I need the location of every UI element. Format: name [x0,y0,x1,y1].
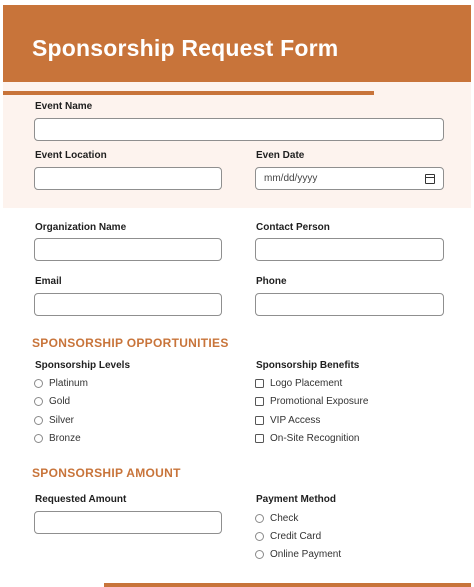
email-label: Email [35,276,62,287]
radio-button[interactable] [255,514,264,523]
organization-name-input[interactable] [34,238,222,261]
option-label: Online Payment [270,549,342,560]
option-label: On-Site Recognition [270,433,360,444]
form-title: Sponsorship Request Form [32,35,339,61]
accent-divider [3,91,374,95]
benefit-option-logo-placement[interactable] [255,378,342,389]
opportunities-section-title: SPONSORSHIP OPPORTUNITIES [32,336,229,350]
event-name-input[interactable] [34,118,444,141]
event-date-placeholder: mm/dd/yyyy [264,173,318,184]
form-header [3,5,471,82]
radio-button[interactable] [255,532,264,541]
option-label: Platinum [49,378,88,389]
phone-input[interactable] [255,293,444,316]
sponsorship-levels-label: Sponsorship Levels [35,360,131,371]
option-label: Check [270,513,299,524]
option-label: Gold [49,396,71,407]
radio-button[interactable] [34,379,43,388]
checkbox[interactable] [255,397,264,406]
event-location-input[interactable] [34,167,222,190]
event-name-label: Event Name [35,101,93,112]
contact-person-label: Contact Person [256,222,330,233]
level-option-silver[interactable] [34,415,74,426]
radio-button[interactable] [34,434,43,443]
option-label: Bronze [49,433,81,444]
radio-button[interactable] [34,416,43,425]
benefit-option-vip-access[interactable] [255,415,320,426]
payment-method-label: Payment Method [256,494,337,505]
organization-name-label: Organization Name [35,222,127,233]
option-label: Promotional Exposure [270,396,369,407]
requested-amount-label: Requested Amount [35,494,127,505]
benefit-option-on-site-recognition[interactable] [255,433,360,444]
radio-button[interactable] [255,550,264,559]
option-label: Credit Card [270,531,322,542]
option-label: VIP Access [270,415,321,426]
level-option-bronze[interactable] [34,433,81,444]
checkbox[interactable] [255,379,264,388]
event-date-input[interactable] [255,167,444,190]
email-input[interactable] [34,293,222,316]
checkbox[interactable] [255,434,264,443]
checkbox[interactable] [255,416,264,425]
bottom-accent-bar [104,583,471,587]
amount-section-title: SPONSORSHIP AMOUNT [32,466,181,480]
sponsorship-benefits-label: Sponsorship Benefits [256,360,360,371]
requested-amount-input[interactable] [34,511,222,534]
calendar-icon[interactable] [425,174,435,184]
payment-option-credit-card[interactable] [255,531,321,542]
radio-button[interactable] [34,397,43,406]
event-date-label: Even Date [256,150,305,161]
payment-option-check[interactable] [255,513,298,524]
level-option-platinum[interactable] [34,378,88,389]
option-label: Logo Placement [270,378,343,389]
benefit-option-promotional-exposure[interactable] [255,396,368,407]
contact-person-input[interactable] [255,238,444,261]
option-label: Silver [49,415,75,426]
level-option-gold[interactable] [34,396,70,407]
event-location-label: Event Location [35,150,107,161]
payment-option-online-payment[interactable] [255,549,341,560]
phone-label: Phone [256,276,287,287]
